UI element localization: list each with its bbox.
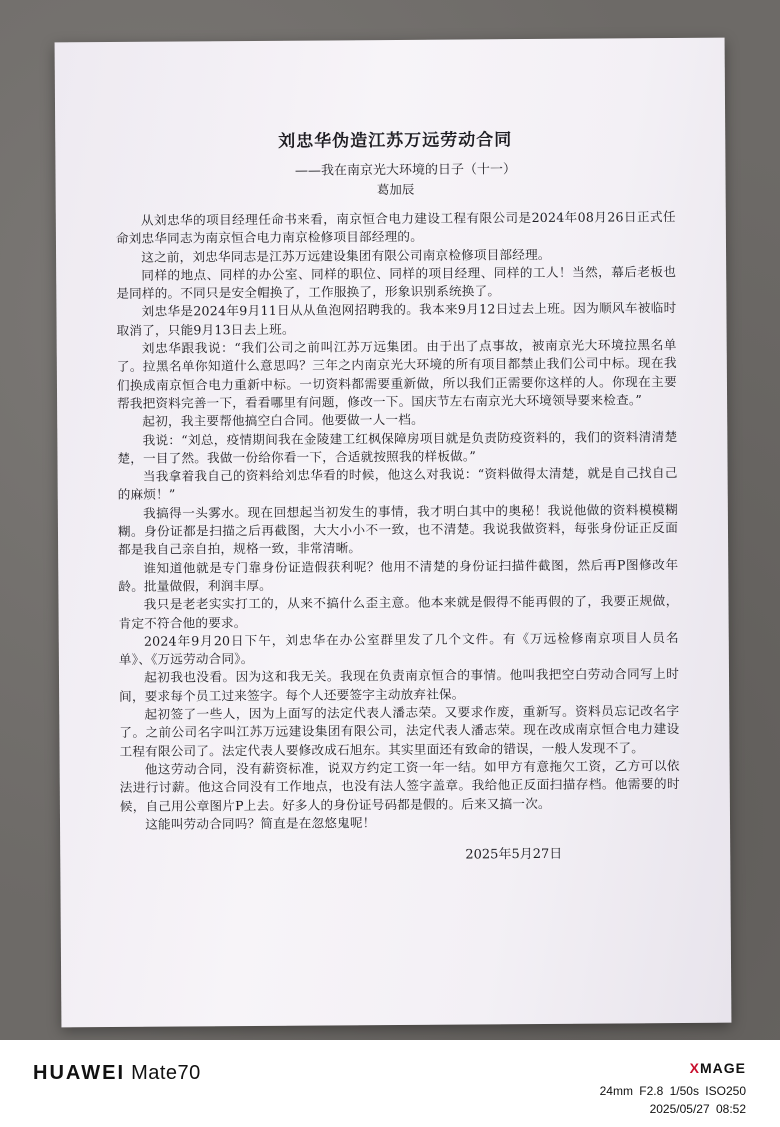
document-body	[115, 124, 680, 865]
xmage-logo	[690, 1060, 746, 1076]
brand-name: HUAWEI	[33, 1062, 125, 1084]
xmage-rest: MAGE	[700, 1060, 746, 1076]
camera-brand	[33, 1062, 201, 1085]
paragraph: 2024年9月20日下午，刘忠华在办公室群里发了几个文件。有《万远检修南京项目人员名单》、《万远劳动合同》。	[118, 629, 679, 668]
exposure-params: 24mm F2.8 1/50s ISO250	[599, 1084, 746, 1098]
document-author: 葛加辰	[376, 181, 415, 198]
paragraph: 当我拿着我自己的资料给刘忠华看的时候，他这么对我说：“资料做得太清楚，就是自己找自己的麻烦！”	[117, 465, 678, 503]
document-date: 2025年5月27日	[465, 846, 563, 863]
xmage-x: X	[689, 1060, 700, 1076]
capture-timestamp: 2025/05/27 08:52	[649, 1102, 746, 1116]
paragraph: 刘忠华跟我说：“我们公司之前叫江苏万远集团。由于出了点事故，被南京光大环境拉黑名单了。拉黑名单你知道什么意思吗？三年之内南京光大环境的所有项目都禁止我们公司中标。现在我们换成南京恒合电力重新中标。一切资料都需要重新做，所以我们正需要你这样的人。你现在主要帮我把资料完善一下，看看哪里有问题，修改一下。国庆节左右南京光大环境领导要来检查。”	[116, 337, 678, 411]
paragraph: 我说：“刘总，疫情期间我在金陵建工红枫保障房项目就是负责防疫资料的，我们的资料清清楚楚，一目了然。我做一份给你看一下，合适就按照我的样板做。”	[117, 428, 678, 466]
model-name: Mate70	[131, 1062, 201, 1084]
paragraph: 起初，我主要帮他搞空白合同。他要做一人一档。	[142, 412, 424, 430]
paragraph: 我只是老老实实打工的，从来不搞什么歪主意。他本来就是假得不能再假的了，我要正规做，肯定不符合他的要求。	[118, 593, 679, 631]
camera-watermark-bar	[0, 1040, 780, 1127]
paragraph: 他这劳动合同，没有薪资标准，说双方约定工资一年一结。如甲方有意拖欠工资，乙方可以依法进行讨薪。他这合同没有工作地点，也没有法人签字盖章。我给他正反面扫描存档。他需要的时候，自己用公章图片P上去。好多人的身份证号码都是假的。后来又搞一次。	[119, 757, 680, 814]
paragraph: 这之前，刘忠华同志是江苏万远建设集团有限公司南京检修项目部经理。	[141, 246, 551, 265]
paragraph: 这能叫劳动合同吗？简直是在忽悠鬼呢！	[145, 814, 376, 832]
document-title: 刘忠华伪造江苏万远劳动合同	[278, 130, 513, 152]
printed-document-sheet	[55, 38, 732, 1028]
document-subtitle: ——我在南京光大环境的日子（十一）	[294, 162, 517, 179]
paragraph: 我搞得一头雾水。现在回想起当初发生的事情，我才明白其中的奥秘！我说他做的资料模模糊糊。身份证都是扫描之后再截图，大大小小不一致，也不清楚。我说我做资料，每张身份证正反面都是我自己亲自拍，规格一致，非常清晰。	[117, 501, 679, 558]
paragraph: 同样的地点、同样的办公室、同样的职位、同样的项目经理、同样的工人！当然，幕后老板也是同样的。不同只是安全帽换了，工作服换了，形象识别系统换了。	[116, 263, 677, 302]
paragraph: 刘忠华是2024年9月11日从从鱼泡网招聘我的。我本来9月12日过去上班。因为顺风车被临时取消了，只能9月13日去上班。	[116, 300, 677, 338]
paragraph: 起初签了一些人，因为上面写的法定代表人潘志荣。又要求作废，重新写。资料员忘记改名字了。之前公司名字叫江苏万远建设集团有限公司，法定代表人潘志荣。现在改成南京恒合电力建设工程有限公司了。法定代表人要修改成石旭东。其实里面还有致命的错误，一般人发现不了。	[119, 703, 680, 759]
paragraph: 起初我也没看。因为这和我无关。我现在负责南京恒合的事情。他叫我把空白劳动合同写上时间，要求每个员工过来签字。每个人还要签字主动放弃社保。	[119, 666, 680, 704]
paragraph: 谁知道他就是专门靠身份证造假获利呢？他用不清楚的身份证扫描件截图，然后再P图修改年龄。批量做假，利润丰厚。	[118, 556, 679, 594]
paragraph: 从刘忠华的项目经理任命书来看，南京恒合电力建设工程有限公司是2024年08月26日正式任命刘忠华同志为南京恒合电力南京检修项目部经理的。	[115, 209, 676, 247]
